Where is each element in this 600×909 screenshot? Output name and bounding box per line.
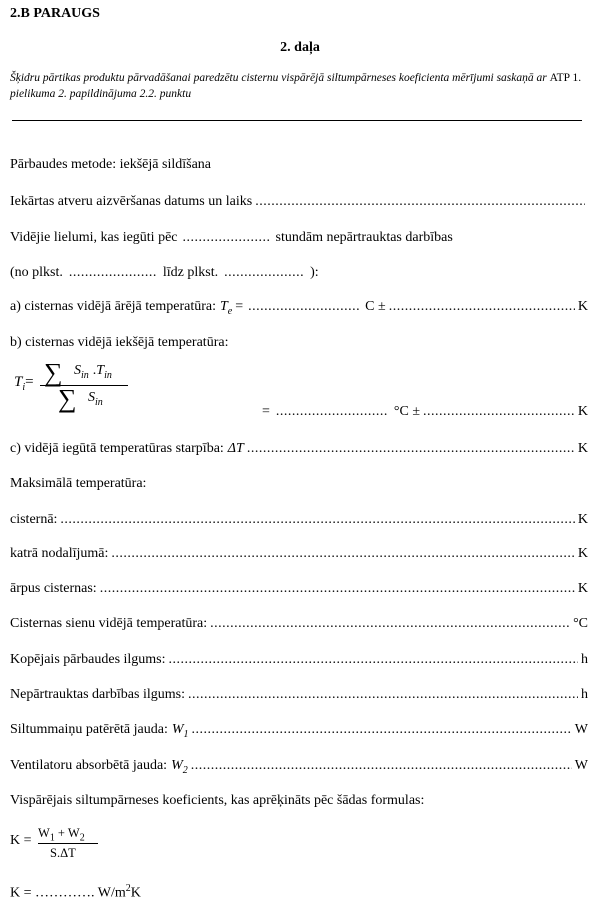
- te-sub: e: [227, 305, 233, 317]
- diff-unit: K: [577, 441, 588, 456]
- to-label: līdz plkst.: [162, 265, 219, 280]
- w2-field[interactable]: [191, 757, 572, 775]
- part-heading: 2. daļa: [280, 40, 320, 55]
- closing-label: Iekārtas atveru aizvēršanas datums un laiks: [10, 194, 253, 209]
- k-plus: +: [57, 826, 65, 840]
- ti-fraction-bar: [40, 385, 128, 386]
- te-symbol: [220, 298, 232, 321]
- to-time-field[interactable]: [224, 264, 304, 282]
- k-result-unit-tail: K: [130, 885, 141, 901]
- average-suffix: stundām nepārtrauktas darbības: [275, 230, 453, 245]
- header-divider: [12, 120, 582, 121]
- k-result-prefix[interactable]: K = ………….: [10, 885, 95, 901]
- k-num-w1: W: [38, 826, 50, 840]
- test-method: Pārbaudes metode: iekšējā sildīšana: [10, 157, 211, 172]
- continuous-duration-line: [10, 686, 588, 704]
- k-result-unit: W/m: [97, 885, 126, 901]
- ti-sub: i: [22, 382, 26, 393]
- wall-temp-field[interactable]: [210, 615, 570, 633]
- compartment-temp-line: [10, 545, 588, 563]
- ti-numerator: [74, 363, 112, 381]
- k-result-sup: 2: [125, 883, 131, 894]
- te-c-pm: C ±: [365, 299, 386, 314]
- k-denominator: S.ΔT: [50, 846, 76, 860]
- closing-field[interactable]: [255, 193, 585, 211]
- total-duration-field[interactable]: [169, 651, 578, 669]
- w2-sub: 2: [182, 764, 188, 776]
- ti-denominator: [88, 390, 103, 408]
- subtitle-upright: ATP 1.: [549, 72, 582, 84]
- w1-unit: W: [574, 722, 588, 737]
- sum-icon-denominator: ∑: [58, 384, 77, 413]
- t-in-sub: in: [104, 369, 112, 381]
- ti-c-pm: °C ±: [393, 404, 421, 419]
- outside-temp-field[interactable]: [100, 580, 575, 598]
- document-subtitle: [10, 70, 595, 102]
- fan-power-label: Ventilatoru absorbētā jauda:: [10, 758, 168, 773]
- diff-temp-label: c) vidējā iegūtā temperatūras starpība:: [10, 441, 224, 456]
- diff-temp-line: [10, 440, 588, 458]
- continuous-duration-label: Nepārtrauktas darbības ilgums:: [10, 687, 185, 702]
- te-var: T: [220, 299, 228, 314]
- wall-unit: °C: [573, 616, 588, 631]
- total-duration-label: Kopējais pārbaudes ilgums:: [10, 652, 166, 667]
- s-in-den-sub: in: [95, 396, 103, 408]
- hours-field[interactable]: [183, 229, 271, 247]
- external-temp-line: [10, 298, 588, 316]
- k-num-w2-sub: 2: [79, 832, 85, 844]
- ti-symbol: [14, 374, 34, 393]
- form-title: 2.B PARAUGS: [10, 6, 100, 21]
- tank-label: cisternā:: [10, 512, 58, 527]
- w1-field[interactable]: [192, 721, 572, 739]
- closing-line: [10, 193, 588, 211]
- w2-unit: W: [574, 758, 588, 773]
- w1-symbol: [172, 721, 189, 744]
- period-line: [10, 264, 330, 282]
- k-formula-lhs: K =: [10, 833, 32, 848]
- average-prefix: Vidējie lielumi, kas iegūti pēc: [10, 230, 178, 245]
- ti-value-eq: =: [262, 404, 270, 419]
- coefficient-line: [10, 792, 588, 810]
- total-unit: h: [581, 652, 588, 667]
- heat-exchanger-label: Siltummaiņu patērētā jauda:: [10, 722, 168, 737]
- continuous-duration-field[interactable]: [188, 686, 578, 704]
- total-duration-line: [10, 651, 588, 669]
- tank-temp-line: [10, 511, 588, 529]
- coefficient-label: Vispārējais siltumpārneses koeficients, kas aprēķināts pēc šādas formulas:: [10, 793, 425, 808]
- k-numerator: [38, 826, 85, 844]
- s-in-sub: in: [81, 369, 89, 381]
- ti-eq: =: [25, 374, 34, 390]
- w2-var: W: [171, 758, 183, 773]
- ti-var: T: [14, 374, 23, 390]
- w2-symbol: [171, 757, 188, 780]
- te-unit: K: [577, 299, 588, 314]
- from-time-field[interactable]: [69, 264, 157, 282]
- fan-power-line: [10, 757, 588, 775]
- k-result: [10, 883, 141, 902]
- max-temp-label: Maksimālā temperatūra:: [10, 476, 147, 491]
- ti-tolerance-field[interactable]: [423, 403, 575, 421]
- wall-temp-line: [10, 615, 588, 633]
- subtitle-italic-a: Šķidru pārtikas produktu pārvadāšanai paredzētu cisternu vispārējā siltumpārneses koeficienta mērījumi saskaņā ar: [10, 72, 550, 84]
- max-temp-line: [10, 475, 588, 493]
- sum-icon: ∑: [44, 358, 63, 387]
- te-eq: =: [235, 299, 244, 314]
- te-value-field[interactable]: [248, 298, 360, 316]
- ti-unit: K: [577, 404, 588, 419]
- outside-temp-line: [10, 580, 588, 598]
- tank-unit: K: [577, 512, 588, 527]
- s-in-den-var: S: [88, 390, 95, 405]
- k-num-w2: W: [67, 826, 80, 840]
- internal-temp-label: b) cisternas vidējā iekšējā temperatūra:: [10, 335, 229, 350]
- k-fraction-bar: [38, 843, 98, 844]
- t-in-var: T: [96, 363, 105, 378]
- outside-unit: K: [577, 581, 588, 596]
- ti-value-field[interactable]: [276, 403, 388, 421]
- close-paren: ):: [310, 265, 319, 280]
- s-in-var: S: [74, 363, 81, 378]
- w1-sub: 1: [183, 728, 189, 740]
- w1-var: W: [171, 722, 184, 737]
- external-temp-label: a) cisternas vidējā ārējā temperatūra:: [10, 299, 216, 314]
- average-line: [10, 229, 530, 247]
- te-tolerance-field[interactable]: [389, 298, 575, 316]
- k-num-w1-sub: 1: [49, 832, 55, 844]
- internal-temp-line: [10, 334, 588, 352]
- compartment-unit: K: [577, 546, 588, 561]
- heat-exchanger-line: [10, 721, 588, 739]
- wall-temp-label: Cisternas sienu vidējā temperatūra:: [10, 616, 208, 631]
- internal-value-line: [262, 403, 588, 421]
- outside-label: ārpus cisternas:: [10, 581, 97, 596]
- from-label: (no plkst.: [10, 265, 63, 280]
- compartment-label: katrā nodalījumā:: [10, 546, 109, 561]
- continuous-unit: h: [581, 687, 588, 702]
- subtitle-italic-b: pielikuma 2. papildinājuma 2.2. punktu: [10, 88, 192, 100]
- delta-t-symbol: ΔT: [227, 441, 244, 456]
- test-method-line: [10, 156, 588, 174]
- compartment-temp-field[interactable]: [111, 545, 575, 563]
- diff-temp-field[interactable]: [247, 440, 575, 458]
- times-dot: .: [92, 363, 97, 378]
- tank-temp-field[interactable]: [60, 511, 574, 529]
